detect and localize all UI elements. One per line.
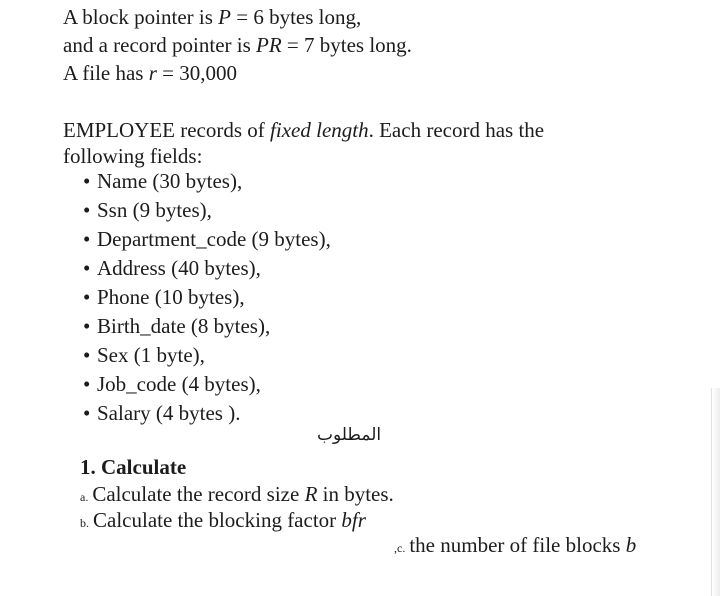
intro-text: and a record pointer is — [63, 33, 257, 57]
intro-text: = 30,000 — [156, 61, 238, 85]
question-a — [80, 481, 394, 510]
field-item — [83, 371, 261, 397]
field-text: Job_code (4 bytes), — [97, 372, 261, 396]
field-text: Name (30 bytes), — [97, 169, 243, 193]
field-text: Sex (1 byte), — [97, 343, 205, 367]
field-text: Department_code (9 bytes), — [97, 227, 331, 251]
bullet-icon: • — [83, 256, 91, 280]
question-text: Calculate the blocking factor — [93, 508, 342, 532]
question-c — [394, 532, 636, 561]
field-item — [83, 255, 261, 281]
math-pr: PR — [256, 33, 282, 57]
field-text: Birth_date (8 bytes), — [97, 314, 271, 338]
intro-text: = 7 bytes long. — [281, 33, 412, 57]
description-text: following fields: — [63, 144, 203, 168]
bullet-icon: • — [83, 198, 91, 222]
bullet-icon: • — [83, 169, 91, 193]
bullet-icon: • — [83, 227, 91, 251]
field-text: Address (40 bytes), — [97, 256, 261, 280]
bullet-icon: • — [83, 372, 91, 396]
math-record-size: R — [304, 482, 318, 506]
item-marker: ,c. — [394, 541, 406, 555]
fixed-length-emphasis: fixed length — [270, 118, 369, 142]
field-item — [83, 284, 245, 310]
field-item — [83, 226, 331, 252]
intro-text: A block pointer is — [63, 5, 219, 29]
question-heading: 1. Calculate — [80, 455, 187, 479]
bullet-icon: • — [83, 285, 91, 309]
intro-line-record-pointer — [63, 32, 412, 58]
description-text: EMPLOYEE records of — [63, 118, 271, 142]
question-text: in bytes. — [317, 482, 394, 506]
bullet-icon: • — [83, 343, 91, 367]
required-label: المطلوب — [317, 425, 382, 445]
field-item — [83, 168, 242, 194]
math-r: r — [148, 61, 157, 85]
field-item — [83, 313, 270, 339]
item-marker: a. — [80, 490, 89, 504]
math-bfr: bfr — [341, 508, 366, 532]
bullet-icon: • — [83, 314, 91, 338]
field-text: Phone (10 bytes), — [97, 285, 245, 309]
question-text: the number of file blocks — [409, 533, 626, 557]
intro-text: = 6 bytes long, — [230, 5, 362, 29]
question-text: Calculate the record size — [92, 482, 305, 506]
question-b — [80, 507, 366, 536]
intro-line-block-pointer — [63, 4, 361, 30]
field-item — [83, 197, 212, 223]
description-line-1 — [63, 117, 544, 143]
scrollbar-edge[interactable] — [711, 388, 720, 596]
math-file-blocks: b — [625, 533, 637, 557]
intro-text: A file has — [63, 61, 149, 85]
field-text: Ssn (9 bytes), — [97, 198, 212, 222]
intro-line-records-count — [63, 60, 237, 86]
description-text: . Each record has the — [368, 118, 545, 142]
field-item — [83, 400, 240, 426]
field-text: Salary (4 bytes ). — [97, 401, 241, 425]
bullet-icon: • — [83, 401, 91, 425]
field-item — [83, 342, 205, 368]
math-p: P — [218, 5, 231, 29]
item-marker: b. — [80, 516, 89, 530]
description-line-2 — [63, 143, 202, 169]
